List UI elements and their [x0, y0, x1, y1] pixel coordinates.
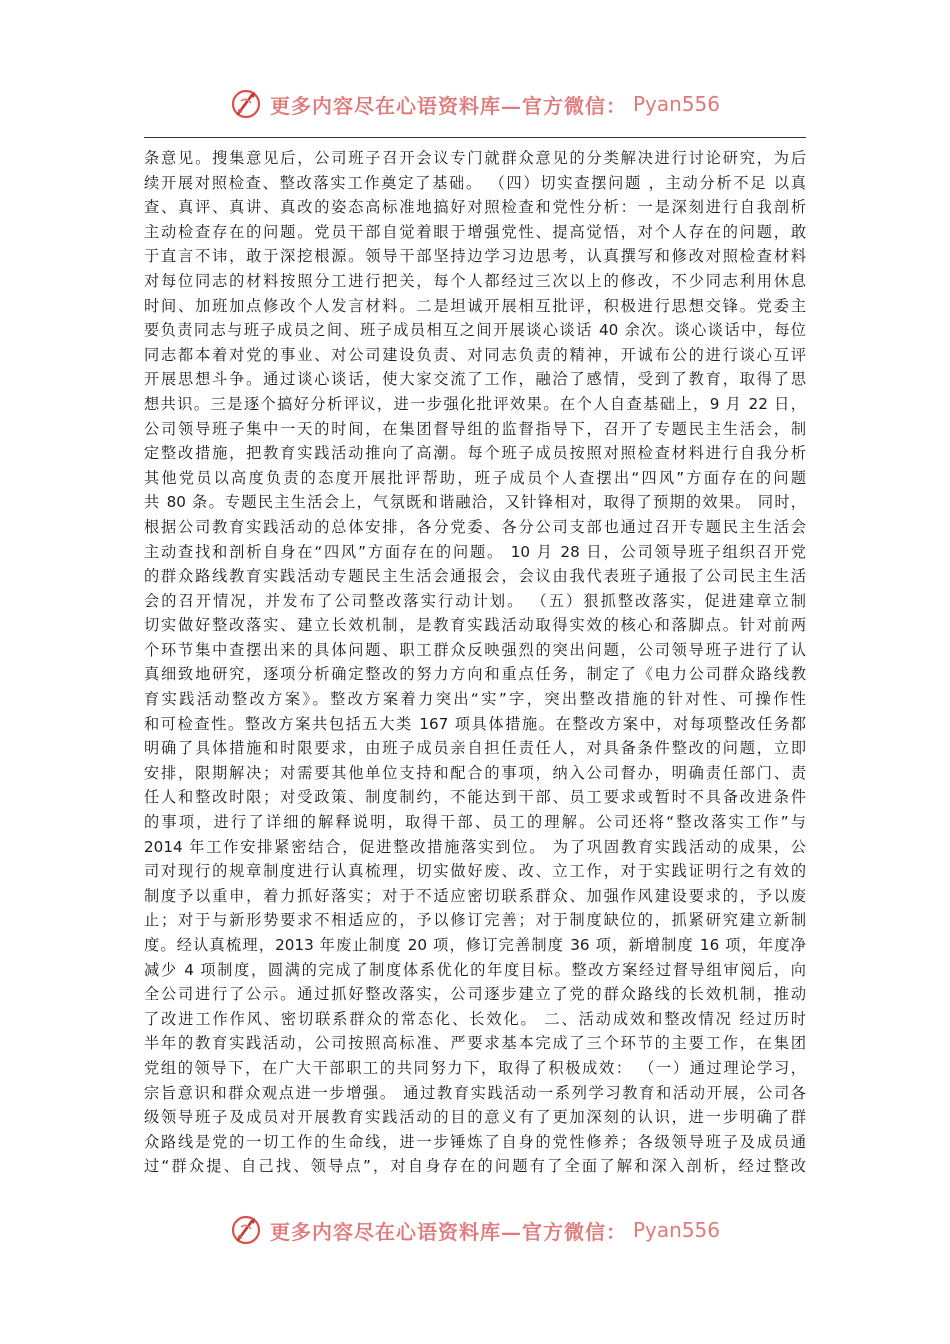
body-line: 根据公司教育实践活动的总体安排，各分党委、各分公司支部也通过召开专题民主生活会: [144, 517, 806, 536]
brand-logo-icon: [230, 1213, 264, 1247]
body-line: 其他党员以高度负责的态度开展批评帮助，班子成员个人查摆出“四风”方面存在的问题: [144, 468, 806, 487]
body-line: 宗旨意识和群众观点进一步增强。 通过教育实践活动一系列学习教育和活动开展，公司各: [144, 1083, 806, 1102]
body-line: 全公司进行了公示。通过抓好整改落实，公司逐步建立了党的群众路线的长效机制，推动: [144, 985, 806, 1004]
body-line: 同志都本着对党的事业、对公司建设负责、对同志负责的精神，开诚布公的进行谈心互评: [144, 345, 806, 364]
body-line: 了改进工作作风、密切联系群众的常态化、长效化。 二、活动成效和整改情况 经过历时: [144, 1009, 806, 1028]
body-line: 想共识。三是逐个搞好分析评议，进一步强化批评效果。在个人自查基础上，9 月 22 日，: [144, 394, 806, 413]
body-line: 主动查找和剖析自身在“四风”方面存在的问题。 10 月 28 日，公司领导班子组织召开党: [144, 542, 806, 561]
body-line: 查、真评、真讲、真改的姿态高标准地搞好对照检查和党性分析：一是深刻进行自我剖析: [144, 198, 806, 217]
body-line: 的群众路线教育实践活动专题民主生活会通报会，会议由我代表班子通报了公司民主生活: [144, 567, 806, 586]
body-line: 开展思想斗争。通过谈心谈话，使大家交流了工作，融洽了感情，受到了教育，取得了思: [144, 370, 806, 389]
body-line: 止；对于与新形势要求不相适应的，予以修订完善；对于制度缺位的，抓紧研究建立新制: [144, 911, 806, 930]
body-line: 众路线是党的一切工作的生命线，进一步锤炼了自身的党性修养；各级领导班子及成员通: [144, 1132, 806, 1151]
body-line: 减少 4 项制度，圆满的完成了制度体系优化的年度目标。整改方案经过督导组审阅后，向: [144, 960, 806, 979]
body-line: 安排，限期解决；对需要其他单位支持和配合的事项，纳入公司督办，明确责任部门、责: [144, 763, 806, 782]
body-line: 共 80 条。专题民主生活会上，气氛既和谐融洽，又针锋相对，取得了预期的效果。 同时，: [144, 493, 806, 512]
body-line: 明确了具体措施和时限要求，由班子成员亲自担任责任人，对具备条件整改的问题，立即: [144, 739, 806, 758]
brand-logo-icon: [230, 87, 264, 121]
body-line: 半年的教育实践活动，公司按照高标准、严要求基本完成了三个环节的主要工作，在集团: [144, 1034, 806, 1053]
footer-banner-text: 更多内容尽在心语资料库—官方微信：: [269, 1219, 627, 1244]
body-line: 任人和整改时限；对受政策、制度制约，不能达到干部、员工要求或暂时不具备改进条件: [144, 788, 806, 807]
body-line: 于直言不讳，敢于深挖根源。领导干部坚持边学习边思考，认真撰写和修改对照检查材料: [144, 247, 806, 266]
body-line: 真细致地研究，逐项分析确定整改的努力方向和重点任务，制定了《电力公司群众路线教: [144, 665, 806, 684]
body-line: 度。经认真梳理，2013 年废止制度 20 项，修订完善制度 36 项，新增制度 16 项，年度净: [144, 936, 806, 954]
body-line: 定整改措施，把教育实践活动推向了高潮。每个班子成员按照对照检查材料进行自我分析: [144, 444, 806, 463]
body-line: 过“群众提、自己找、领导点”，对自身存在的问题有了全面了解和深入剖析，经过整改: [144, 1157, 806, 1176]
footer-banner-brand: Pyan556: [632, 1218, 720, 1242]
header-banner-text: 更多内容尽在心语资料库—官方微信：: [269, 93, 627, 118]
body-line: 切实做好整改落实、建立长效机制，是教育实践活动取得实效的核心和落脚点。针对前两: [144, 616, 806, 635]
body-line: 公司领导班子集中一天的时间，在集团督导组的监督指导下，召开了专题民主生活会，制: [144, 419, 806, 438]
body-line: 会的召开情况，并发布了公司整改落实行动计划。 （五）狠抓整改落实，促进建章立制: [144, 591, 806, 610]
header-banner-brand: Pyan556: [632, 92, 720, 116]
body-line: 级领导班子及成员对开展教育实践活动的目的意义有了更加深刻的认识，进一步明确了群: [144, 1108, 806, 1127]
body-line: 对每位同志的材料按照分工进行把关，每个人都经过三次以上的修改，不少同志利用休息: [144, 271, 806, 290]
body-line: 司对现行的规章制度进行认真梳理，切实做好废、改、立工作，对于实践证明行之有效的: [144, 862, 806, 881]
footer-banner: [0, 1208, 950, 1252]
body-line: 续开展对照检查、整改落实工作奠定了基础。 （四）切实查摆问题 ，主动分析不足 以真: [144, 173, 806, 192]
body-line: 主动检查存在的问题。党员干部自觉着眼于增强党性、提高觉悟，对个人存在的问题，敢: [144, 222, 806, 241]
body-line: 的事项，进行了详细的解释说明，取得干部、员工的理解。公司还将“整改落实工作”与: [144, 813, 806, 832]
body-line: 要负责同志与班子成员之间、班子成员相互之间开展谈心谈话 40 余次。谈心谈话中，每位: [144, 321, 806, 340]
body-line: 时间、加班加点修改个人发言材料。二是坦诚开展相互批评，积极进行思想交锋。党委主: [144, 296, 806, 315]
body-line: 和可检查性。整改方案共包括五大类 167 项具体措施。在整改方案中，对每项整改任务都: [144, 714, 806, 733]
header-divider: [144, 137, 806, 138]
body-line: 育实践活动整改方案》。整改方案着力突出“实”字，突出整改措施的针对性、可操作性: [144, 690, 806, 709]
document-body: [144, 146, 806, 1179]
header-banner: [0, 82, 950, 126]
body-line: 个环节集中查摆出来的具体问题、职工群众反映强烈的突出问题，公司领导班子进行了认: [144, 640, 806, 659]
body-line: 2014 年工作安排紧密结合，促进整改措施落实到位。 为了巩固教育实践活动的成果，公: [144, 837, 806, 856]
body-line: 条意见。搜集意见后，公司班子召开会议专门就群众意见的分类解决进行讨论研究，为后: [144, 149, 806, 167]
body-line: 制度予以重申，着力抓好落实；对于不适应密切联系群众、加强作风建设要求的，予以废: [144, 886, 806, 905]
body-line: 党组的领导下，在广大干部职工的共同努力下，取得了积极成效： （一）通过理论学习，: [144, 1058, 806, 1077]
